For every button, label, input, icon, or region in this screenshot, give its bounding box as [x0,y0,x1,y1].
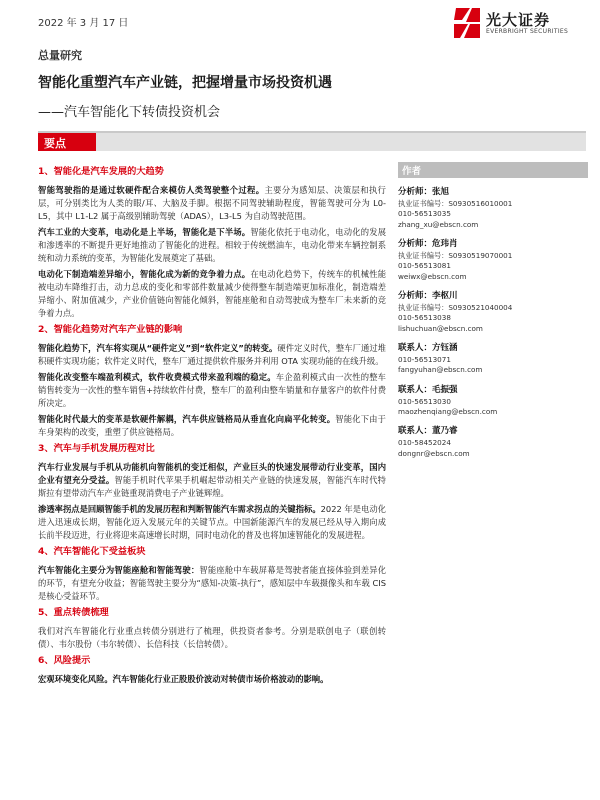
report-category: 总量研究 [38,49,82,62]
paragraph-lead: 智能化时代最大的变革是软硬件解耦，汽车供应链格局从垂直化向扁平化转变。 [38,413,336,424]
author-contact-line: 010-56513038 [398,313,451,323]
author-entry [398,238,588,282]
section-paragraph [38,413,386,439]
report-subtitle: ——汽车智能化下转债投资机会 [38,105,221,120]
paragraph-text: 我们对汽车智能化行业重点转债分别进行了梳理，供投资者参考。分别是联创电子（联创转债）、韦尔股份（韦尔转债）、长信科技（长信转债）。 [38,625,386,649]
author-contact-line: 010-56513071 [398,354,451,364]
author-contact-line: 010-56513081 [398,261,451,271]
key-points-banner [38,131,586,151]
paragraph-text: 智能手机时代苹果手机崛起带动相关产业链的快速发展，智能汽车时代特斯拉有望带动汽车产业链重现消费电子产业链辉煌。 [38,474,386,498]
paragraph-lead: 智能化趋势下，汽车将实现从“硬件定义”到“软件定义”的转变。 [38,342,278,353]
paragraph-lead: 汽车智能化主要分为智能座舱和智能驾驶： [38,564,200,575]
author-name: 联系人：方钰涵 [398,343,458,354]
section-paragraph [38,673,386,686]
paragraph-lead: 电动化下制造端差异缩小，智能化成为新的竞争着力点。 [38,268,251,279]
main-content [38,162,386,689]
section-paragraph [38,461,386,500]
author-name: 分析师：李枢川 [398,291,458,302]
section-heading: 4、汽车智能化下受益板块 [38,545,146,557]
paragraph-text: 车企盈利模式由一次性的整车销售转变为一次性的整车销售+持续软件付费，整车厂的盈利由整车销量和存量客户的软件付费所决定。 [38,371,386,408]
section-heading: 1、智能化是汽车发展的大趋势 [38,166,164,177]
company-logo [452,6,582,40]
paragraph-lead: 渗透率拐点是回顾智能手机的发展历程和判断智能汽车需求拐点的关键指标。 [38,503,321,514]
author-name: 分析师：危玮肖 [398,239,458,250]
author-contact-line: dongnr@ebscn.com [398,448,470,458]
paragraph-lead: 汽车行业发展与手机从功能机向智能机的变迁相似，产业巨头的快速发展带动行业变革，国内企业有望充分受益。 [38,461,386,485]
author-entry [398,384,588,418]
author-entry [398,342,588,376]
author-contact-line: fangyuhan@ebscn.com [398,365,483,375]
section-paragraph [38,503,386,542]
author-contact-line: 执业证书编号：S0930516010001 [398,198,513,208]
author-contact-line: zhang_xu@ebscn.com [398,219,479,229]
report-title: 智能化重塑汽车产业链，把握增量市场投资机遇 [38,75,332,91]
section-paragraph [38,342,386,368]
author-entry [398,290,588,334]
paragraph-text: 智能化依托于电动化，电动化的发展和渗透率的不断提升更好地推动了智能化的进程。相较于传统燃油车，电动化带来车辆控制系统和动力系统的变革，为智能化发展奠定了基础。 [38,226,386,263]
section-heading: 5、重点转债梳理 [38,606,109,618]
author-contact-line: maozhenqiang@ebscn.com [398,407,498,416]
author-entry [398,186,588,230]
author-contact-line: lishuchuan@ebscn.com [398,323,483,333]
paragraph-text: 在电动化趋势下，传统车的机械性能被电动车降维打击，动力总成的变化和零部件数量减少使得整车制造端更加标准化，制造端差异缩小、附加值减少，产业价值链向智能化倾斜，智能座舱和自动驾驶成为整车厂未来新的竞争着力点。 [38,268,386,319]
section-paragraph [38,371,386,410]
section-paragraph [38,268,386,320]
author-contact-line: 执业证书编号：S0930521040004 [398,302,513,312]
logo-text-en: EVERBRIGHT SECURITIES [486,28,569,35]
author-name: 联系人：董乃睿 [398,426,458,437]
banner-label: 要点 [44,137,66,150]
banner-accent [38,133,96,151]
logo-text-cn: 光大证券 [486,11,551,29]
report-date: 2022 年 3 月 17 日 [38,18,129,29]
section-heading: 3、汽车与手机发展历程对比 [38,443,155,455]
paragraph-lead: 宏观环境变化风险。汽车智能化行业正股股价波动对转债市场价格波动的影响。 [38,673,329,684]
author-contact-line: weiwx@ebscn.com [398,271,467,281]
sidebar-heading: 作者 [398,162,588,178]
author-name: 联系人：毛振强 [398,384,458,395]
everbright-logo-icon [452,6,482,40]
author-name: 分析师：张旭 [398,187,450,197]
author-entry [398,425,588,459]
section-paragraph [38,226,386,265]
author-sidebar [398,162,588,467]
author-contact-line: 010-56513030 [398,396,451,406]
author-contact-line: 010-58452024 [398,438,451,448]
author-list [398,186,588,459]
paragraph-text: 硬件定义时代，整车厂通过堆积硬件实现功能；软件定义时代，整车厂通过提供软件服务并利用 OTA 实现功能的在线升级。 [38,342,386,366]
section-paragraph [38,625,386,651]
author-contact-line: 010-56513035 [398,209,451,219]
paragraph-text: 主要分为感知层、决策层和执行层，可分别类比为人类的眼/耳、大脑及手脚。根据不同驾驶辅助程度，智能驾驶可分为 L0-L5，其中 L1-L2 属于高级别辅助驾驶（ADAS），L3-L5 为自动驾驶范围。 [38,184,386,221]
paragraph-lead: 汽车工业的大变革，电动化是上半场，智能化是下半场。 [38,226,251,237]
author-contact-line: 执业证书编号：S0930519070001 [398,250,513,260]
paragraph-text: 2022 年是电动化进入迅速成长期，智能化迈入发展元年的关键节点。中国新能源汽车的发展已经从导入期向成长前半段迈进，行业将迎来高速增长时期，同时电动化的普及也将加速智能化的发展进程。 [38,503,386,540]
section-heading: 2、智能化趋势对汽车产业链的影响 [38,324,183,336]
section-paragraph [38,184,386,223]
paragraph-lead: 智能化改变整车端盈利模式，软件收费模式带来盈利端的稳定。 [38,371,276,382]
section-heading: 6、风险提示 [38,654,91,666]
paragraph-text: 智能化下由于车身架构的改变，重塑了供应链格局。 [38,413,386,437]
paragraph-text: 智能座舱中车载屏幕是驾驶者能直接体验到差异化的环节，有望充分收益；智能驾驶主要分为“感知-决策-执行”，感知层中车载摄像头和车载 CIS 是核心受益环节。 [38,564,386,601]
section-paragraph [38,564,386,603]
paragraph-lead: 智能驾驶指的是通过软硬件配合来模仿人类驾驶整个过程。 [38,184,265,195]
